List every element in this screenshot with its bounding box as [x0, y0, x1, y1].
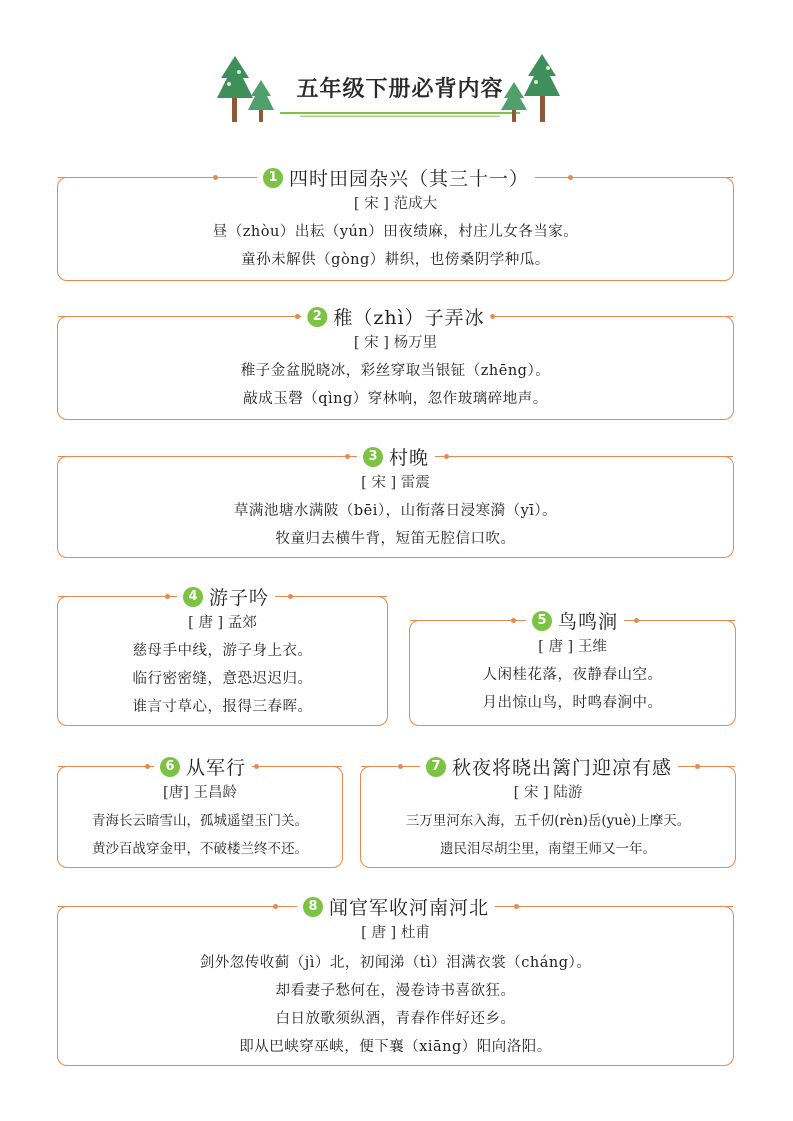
poem-author: [ 宋 ] 杨万里 [353, 335, 438, 351]
poem-author: [ 宋 ] 范成大 [353, 196, 438, 212]
poem-title-text: 游子吟 [208, 587, 270, 609]
page-header [0, 52, 793, 132]
poem-author: [ 唐 ] 杜甫 [361, 925, 430, 941]
poem-title-6 [154, 753, 252, 780]
poem-line: 黄沙百战穿金甲，不破楼兰终不还。 [92, 841, 308, 857]
title-underline [280, 112, 520, 118]
poem-line: 遗民泪尽胡尘里，南望王师又一年。 [440, 841, 656, 857]
poem-title-2 [301, 303, 490, 330]
poem-line: 月出惊山鸟，时鸣春涧中。 [482, 695, 663, 711]
poem-line: 白日放歌须纵酒，青春作伴好还乡。 [275, 1011, 516, 1027]
number-badge: 7 [426, 757, 446, 777]
number-badge: 3 [363, 447, 383, 467]
poem-line: 敲成玉磬（qìng）穿林响，忽作玻璃碎地声。 [243, 391, 548, 407]
title-dash-left [58, 906, 276, 907]
poem-line: 临行密密缝，意恐迟迟归。 [132, 671, 313, 687]
number-badge: 8 [303, 897, 323, 917]
number-badge: 4 [183, 587, 203, 607]
poem-title-text: 四时田园杂兴（其三十一） [288, 168, 530, 190]
title-dash-left [410, 620, 514, 621]
title-dash-left [58, 316, 298, 317]
tree-left-icon [215, 54, 275, 126]
poem-author: [唐] 王昌龄 [163, 785, 237, 801]
poem-author: [ 唐 ] 王维 [538, 639, 607, 655]
poem-card-8 [57, 897, 734, 1066]
poem-card-5 [409, 611, 736, 726]
title-dash-right [570, 177, 733, 178]
poem-author: [ 宋 ] 陆游 [513, 785, 583, 801]
poem-line: 稚子金盆脱晓冰，彩丝穿取当银钲（zhēng）。 [240, 363, 551, 379]
poem-title-text: 秋夜将晓出篱门迎凉有感 [451, 757, 673, 779]
title-dash-left [58, 456, 348, 457]
poem-card-4 [57, 587, 388, 726]
poem-title-3 [357, 443, 435, 470]
title-dash-right [492, 316, 733, 317]
poem-title-8 [297, 893, 495, 920]
poem-author: [ 唐 ] 孟郊 [188, 615, 257, 631]
number-badge: 2 [307, 307, 327, 327]
poem-line: 谁言寸草心，报得三春晖。 [132, 699, 313, 715]
poem-line: 剑外忽传收蓟（jì）北，初闻涕（tì）泪满衣裳（cháng）。 [199, 955, 592, 971]
poem-title-text: 稚（zhì）子弄冰 [333, 307, 485, 329]
poem-card-2 [57, 307, 734, 420]
poem-line: 牧童归去横牛背，短笛无腔信口吹。 [275, 531, 516, 547]
poem-line: 却看妻子愁何在，漫卷诗书喜欲狂。 [275, 983, 516, 999]
poem-line: 青海长云暗雪山，孤城遥望玉门关。 [92, 813, 308, 829]
title-dash-right [516, 906, 733, 907]
poem-card-1 [57, 168, 734, 281]
poem-card-6 [57, 757, 343, 868]
title-dash-left [58, 766, 148, 767]
title-dash-left [58, 177, 216, 178]
poem-title-7 [420, 753, 678, 780]
poem-title-4 [177, 583, 275, 610]
title-dash-right [446, 456, 733, 457]
number-badge: 5 [532, 611, 552, 631]
title-dash-left [58, 596, 168, 597]
poem-line: 人闲桂花落，夜静春山空。 [482, 667, 663, 683]
poem-line: 三万里河东入海，五千仞(rèn)岳(yuè)上摩天。 [405, 813, 691, 829]
title-dash-right [697, 766, 735, 767]
poem-line: 昼（zhòu）出耘（yún）田夜绩麻，村庄儿女各当家。 [212, 224, 579, 240]
poem-title-1 [257, 164, 535, 191]
poem-line: 草满池塘水满陂（bēi），山衔落日浸寒漪（yī）。 [233, 503, 558, 519]
number-badge: 1 [263, 168, 283, 188]
poem-card-3 [57, 447, 734, 558]
title-dash-right [290, 596, 387, 597]
poem-title-text: 从军行 [185, 757, 247, 779]
poem-line: 即从巴峡穿巫峡，便下襄（xiāng）阳向洛阳。 [239, 1039, 552, 1055]
title-dash-left [361, 766, 401, 767]
tree-right-icon [500, 52, 566, 126]
poem-title-text: 村晚 [388, 447, 430, 469]
title-dash-right [256, 766, 342, 767]
poem-title-text: 闻官军收河南河北 [328, 897, 490, 919]
poem-author: [ 宋 ] 雷震 [361, 475, 430, 491]
poem-line: 童孙未解供（gòng）耕织，也傍桑阴学种瓜。 [241, 252, 550, 268]
poem-title-5 [526, 607, 624, 634]
page-title: 五年级下册必背内容 [296, 77, 504, 102]
poem-title-text: 鸟鸣涧 [557, 611, 619, 633]
number-badge: 6 [160, 757, 180, 777]
poem-card-7 [360, 757, 736, 868]
poem-line: 慈母手中线，游子身上衣。 [132, 643, 313, 659]
title-dash-right [636, 620, 735, 621]
